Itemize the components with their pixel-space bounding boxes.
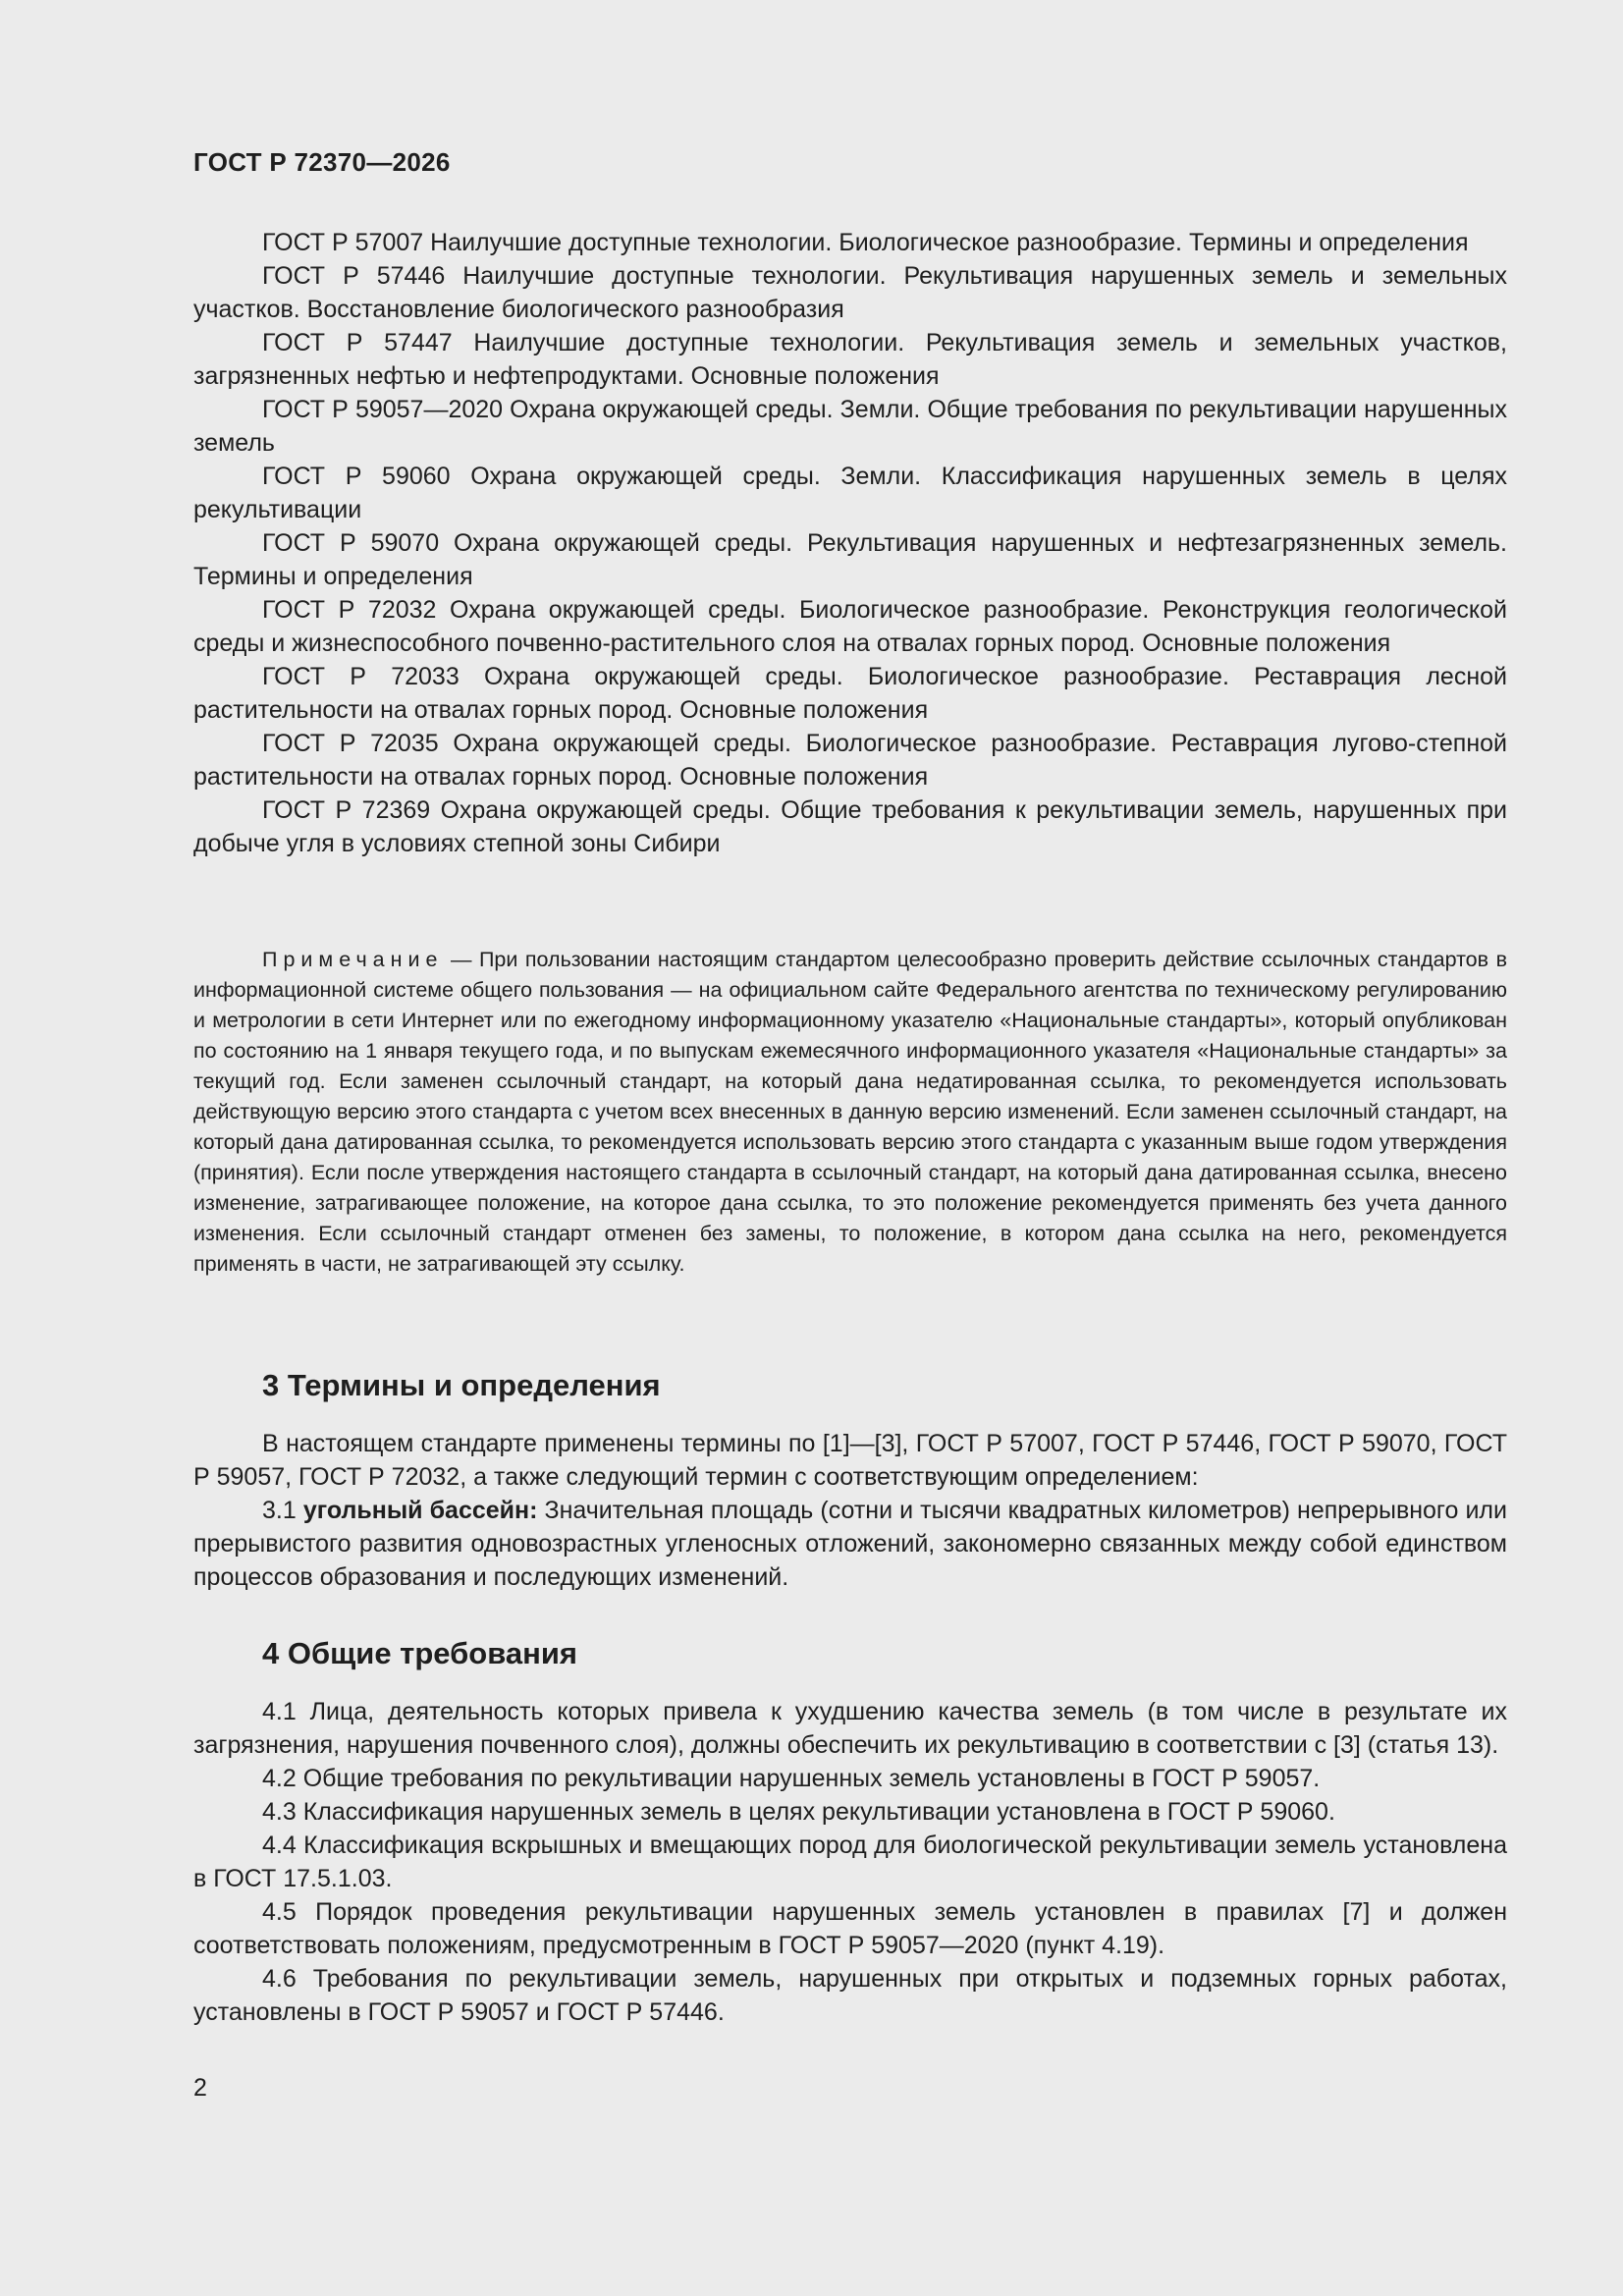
clause-item: 4.6 Требования по рекультивации земель, нарушенных при открытых и подземных горных работах, установлены в ГОСТ Р 59057 и ГОСТ Р 57446. [193,1965,1507,2026]
section-4-body [193,1695,1507,2029]
note-paragraph [193,945,1507,1280]
reference-item: ГОСТ Р 57446 Наилучшие доступные технологии. Рекультивация нарушенных земель и земельных участков. Восстановление биологического разнообразия [193,262,1507,323]
term-definition [193,1494,1507,1594]
clause-item: 4.1 Лица, деятельность которых привела к ухудшению качества земель (в том числе в результате их загрязнения, нарушения почвенного слоя), должны обеспечить их рекультивацию в соответствии с [3] (статья 13). [193,1698,1507,1759]
note-text: — При пользовании настоящим стандартом целесообразно проверить действие ссылочных стандартов в информационной системе общего пользования — на официальном сайте Федерального агентства по техническому регулированию и метрологии в сети Интернет или по ежегодному информационному указателю «Национальные стандарты», который опубликован по состоянию на 1 января текущего года, и по выпускам ежемесячного информационного указателя «Национальные стандарты» за текущий год. Если заменен ссылочный стандарт, на который дана недатированная ссылка, то рекомендуется использовать действующую версию этого стандарта с учетом всех внесенных в данную версию изменений. Если заменен ссылочный стандарт, на который дана датированная ссылка, то рекомендуется использовать версию этого стандарта с указанным выше годом утверждения (принятия). Если после утверждения настоящего стандарта в ссылочный стандарт, на который дана датированная ссылка, внесено изменение, затрагивающее положение, на которое дана ссылка, то это положение рекомендуется применять без учета данного изменения. Если ссылочный стандарт отменен без замены, то положение, в котором дана ссылка на него, рекомендуется применять в части, не затрагивающей эту ссылку. [193,948,1507,1276]
document-header: ГОСТ Р 72370—2026 [193,147,451,177]
section-4-heading: 4 Общие требования [262,1636,577,1670]
reference-item: ГОСТ Р 59060 Охрана окружающей среды. Земли. Классификация нарушенных земель в целях рекультивации [193,463,1507,523]
term-definition-text: Значительная площадь (сотни и тысячи квадратных километров) непрерывного или прерывистого развития одновозрастных угленосных отложений, закономерно связанных между собой единством процессов образования и последующих изменений. [193,1497,1507,1591]
term-number: 3.1 [262,1497,303,1524]
reference-item: ГОСТ Р 57447 Наилучшие доступные технологии. Рекультивация земель и земельных участков, загрязненных нефтью и нефтепродуктами. Основные положения [193,329,1507,390]
reference-item: ГОСТ Р 72033 Охрана окружающей среды. Биологическое разнообразие. Реставрация лесной растительности на отвалах горных пород. Основные положения [193,663,1507,724]
clause-item: 4.2 Общие требования по рекультивации нарушенных земель установлены в ГОСТ Р 59057. [262,1765,1321,1792]
reference-item: ГОСТ Р 72032 Охрана окружающей среды. Биологическое разнообразие. Реконструкция геологической среды и жизнеспособного почвенно-растительного слоя на отвалах горных пород. Основные положения [193,596,1507,657]
section-3-intro: В настоящем стандарте применены термины по [1]—[3], ГОСТ Р 57007, ГОСТ Р 57446, ГОСТ Р 59070, ГОСТ Р 59057, ГОСТ Р 72032, а также следующий термин с соответствующим определением: [193,1430,1507,1491]
clause-item: 4.3 Классификация нарушенных земель в целях рекультивации установлена в ГОСТ Р 59060. [262,1798,1335,1826]
clause-item: 4.4 Классификация вскрышных и вмещающих пород для биологической рекультивации земель установлена в ГОСТ 17.5.1.03. [193,1831,1507,1892]
note-label: Примечание [262,948,444,971]
reference-item: ГОСТ Р 72369 Охрана окружающей среды. Общие требования к рекультивации земель, нарушенных при добыче угля в условиях степной зоны Сибири [193,796,1507,857]
normative-references-list [193,226,1507,860]
reference-item: ГОСТ Р 57007 Наилучшие доступные технологии. Биологическое разнообразие. Термины и определения [262,229,1469,256]
reference-item: ГОСТ Р 59070 Охрана окружающей среды. Рекультивация нарушенных и нефтезагрязненных земель. Термины и определения [193,529,1507,590]
section-3-heading: 3 Термины и определения [262,1368,661,1402]
term-name: угольный бассейн: [302,1497,538,1524]
clause-item: 4.5 Порядок проведения рекультивации нарушенных земель установлен в правилах [7] и должен соответствовать положениям, предусмотренным в ГОСТ Р 59057—2020 (пункт 4.19). [193,1898,1507,1959]
reference-item: ГОСТ Р 59057—2020 Охрана окружающей среды. Земли. Общие требования по рекультивации нарушенных земель [193,396,1507,457]
reference-item: ГОСТ Р 72035 Охрана окружающей среды. Биологическое разнообразие. Реставрация лугово-степной растительности на отвалах горных пород. Основные положения [193,730,1507,791]
section-3-body [193,1427,1507,1594]
page-number: 2 [193,2074,207,2102]
